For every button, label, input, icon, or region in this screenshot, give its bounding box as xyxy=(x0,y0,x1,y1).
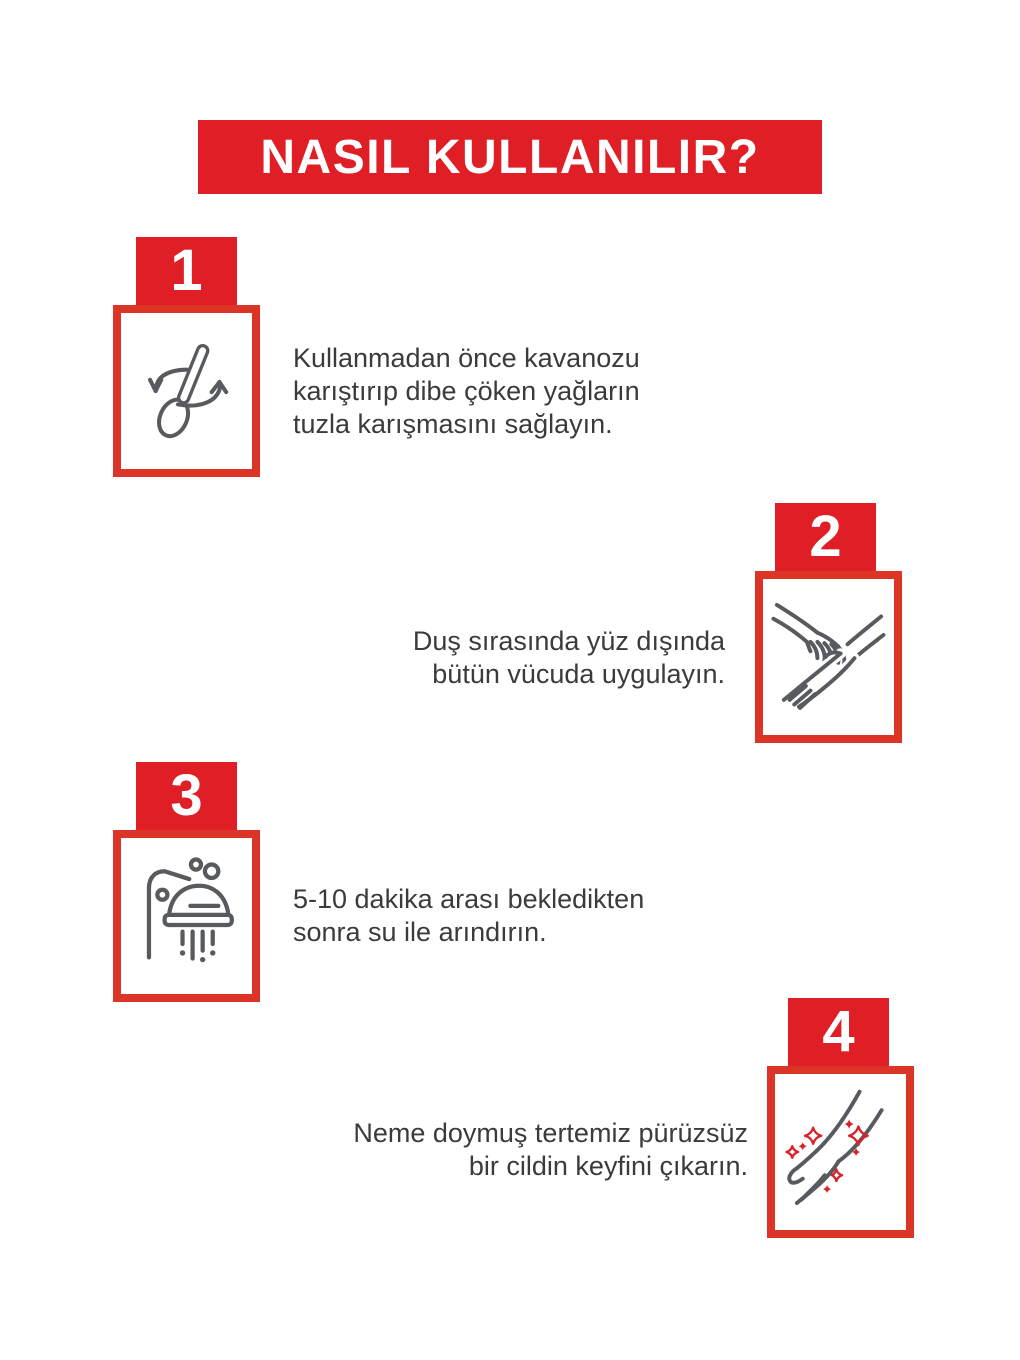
step-1-number-badge xyxy=(136,237,237,305)
step-1-caption-line: karıştırıp dibe çöken yağların xyxy=(293,376,640,406)
header-banner xyxy=(198,120,822,194)
step-2-caption-line: bütün vücuda uygulayın. xyxy=(432,659,725,689)
step-1-caption-line: Kullanmadan önce kavanozu xyxy=(293,343,640,373)
step-4-number-badge xyxy=(788,998,889,1066)
bubble xyxy=(157,890,167,900)
step-3-number-badge xyxy=(136,762,237,830)
bubble xyxy=(204,865,217,878)
page-title: NASIL KULLANILIR? xyxy=(260,130,760,184)
bubble xyxy=(190,860,200,870)
step-2-caption-line: Duş sırasında yüz dışında xyxy=(412,626,725,656)
step-2-number: 2 xyxy=(809,504,842,569)
shower-head xyxy=(169,886,228,915)
step-4-caption-line: Neme doymuş tertemiz pürüzsüz xyxy=(353,1118,748,1148)
step-1-caption-line: tuzla karışmasını sağlayın. xyxy=(293,409,613,439)
step-4-number: 4 xyxy=(822,999,855,1064)
step-4-caption xyxy=(238,1117,748,1183)
step-4-caption-line: bir cildin keyfini çıkarın. xyxy=(468,1151,748,1181)
step-3-caption-line: sonra su ile arındırın. xyxy=(293,917,547,947)
step-2-number-badge xyxy=(775,503,876,571)
stir-jar-icon xyxy=(131,335,243,447)
step-3-caption xyxy=(293,883,723,949)
step-2-caption xyxy=(295,625,725,691)
water-streams xyxy=(182,932,212,959)
step-3-number: 3 xyxy=(170,763,203,828)
water-drops xyxy=(179,950,215,962)
smooth-skin-arm-icon xyxy=(783,1087,899,1217)
step-3-caption-line: 5-10 dakika arası bekledikten xyxy=(293,884,645,914)
step-3-icon-box xyxy=(113,830,260,1002)
hands-apply-icon xyxy=(771,591,887,723)
step-1-icon-box xyxy=(113,305,260,477)
shower-rinse-icon xyxy=(131,850,243,982)
step-1-number: 1 xyxy=(170,238,203,303)
step-4-icon-box xyxy=(767,1066,914,1238)
step-2-icon-box xyxy=(755,571,902,743)
step-1-caption xyxy=(293,342,723,441)
